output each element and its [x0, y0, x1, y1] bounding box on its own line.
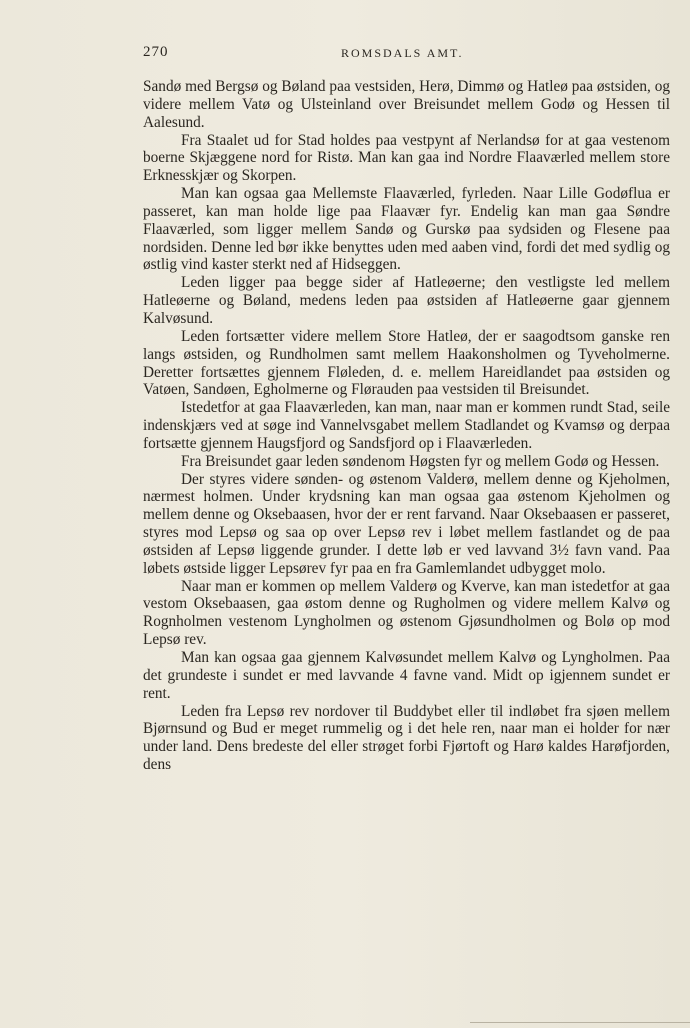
paragraph-3: Man kan ogsaa gaa Mellemste Flaaværled, fyrleden. Naar Lille Godøflua er passeret, kan man holde lige paa Flaavær fyr. Endelig kan man gaa Søndre Flaaværled, som ligger mellem Sandø og Gurskø paa sydsiden og Flesene paa nordsiden. Denne led bør ikke benyttes uden med aaben vind, fordi det med sydlig og østlig vind kaster sterkt ned af Hidseggen.: [143, 185, 670, 274]
paragraph-6: Istedetfor at gaa Flaaværleden, kan man, naar man er kommen rundt Stad, seile indenskjærs ved at søge ind Vannelvsgabet mellem Stadlandet og Kvamsø og derpaa fortsætte gjennem Haugsfjord og Sandsfjord op i Flaaværleden.: [143, 399, 670, 452]
page-number: 270: [143, 44, 169, 60]
page-edge-line: [470, 1022, 690, 1023]
paragraph-7: Fra Breisundet gaar leden søndenom Høgsten fyr og mellem Godø og Hessen.: [181, 452, 660, 470]
running-title: ROMSDALS AMT.: [341, 46, 464, 60]
paragraph-9: Naar man er kommen op mellem Valderø og Kverve, kan man istedetfor at gaa vestom Oksebaasen, gaa østom denne og Rugholmen og videre mellem Kalvø og Rognholmen vestenom Lyngholmen og østenom Gjøsundholmen og Bolø op mod Lepsø rev.: [143, 577, 670, 649]
paragraph-10: Man kan ogsaa gaa gjennem Kalvøsundet mellem Kalvø og Lyngholmen. Paa det grundeste i sundet er med lavvande 4 favne vand. Midt op igjennem sundet er rent.: [143, 649, 670, 702]
paragraph-5: Leden fortsætter videre mellem Store Hatleø, der er saagodtsom ganske ren langs østsiden, og Rundholmen samt mellem Haakonsholmen og Tyveholmerne. Deretter fortsættes gjennem Fløleden, d. e. mellem Hareidlandet paa østsiden og Vatøen, Sandøen, Egholmerne og Flørauden paa vestsiden til Breisundet.: [143, 327, 670, 399]
text-body: [143, 78, 670, 774]
paragraph-8: Der styres videre sønden- og østenom Valderø, mellem denne og Kjeholmen, nærmest holmen. Under krydsning kan man ogsaa gaa østenom Kjeholmen og mellem denne og Oksebaasen, hvor der er rent farvand. Naar Oksebaasen er passeret, styres mod Lepsø og saa op over Lepsø rev i løbet mellem fastlandet og de paa østsiden af Lepsø liggende grunder. I dette løb er ved lavvand 3½ favn vand. Paa løbets østside ligger Lepsørev fyr paa en fra Gamlemlandet udbygget molo.: [143, 470, 670, 577]
paragraph-1: Sandø med Bergsø og Bøland paa vestsiden, Herø, Dimmø og Hatleø paa østsiden, og videre mellem Vatø og Ulsteinland over Breisundet mellem Godø og Hessen til Aalesund.: [143, 78, 670, 131]
paragraph-11: Leden fra Lepsø rev nordover til Buddybet eller til indløbet fra sjøen mellem Bjørnsund og Bud er meget rummelig og i det hele ren, naar man ei holder for nær under land. Dens bredeste del eller strøget forbi Fjørtoft og Harø kaldes Harøfjorden, dens: [143, 702, 670, 774]
paragraph-4: Leden ligger paa begge sider af Hatleøerne; den vestligste led mellem Hatleøerne og Bøland, medens leden paa østsiden af Hatleøerne gaar gjennem Kalvøsund.: [143, 274, 670, 327]
page-header: [143, 44, 670, 66]
paragraph-2: Fra Staalet ud for Stad holdes paa vestpynt af Nerlandsø for at gaa vestenom boerne Skjæggene nord for Ristø. Man kan gaa ind Nordre Flaaværled mellem store Erknesskjær og Skorpen.: [143, 131, 670, 185]
